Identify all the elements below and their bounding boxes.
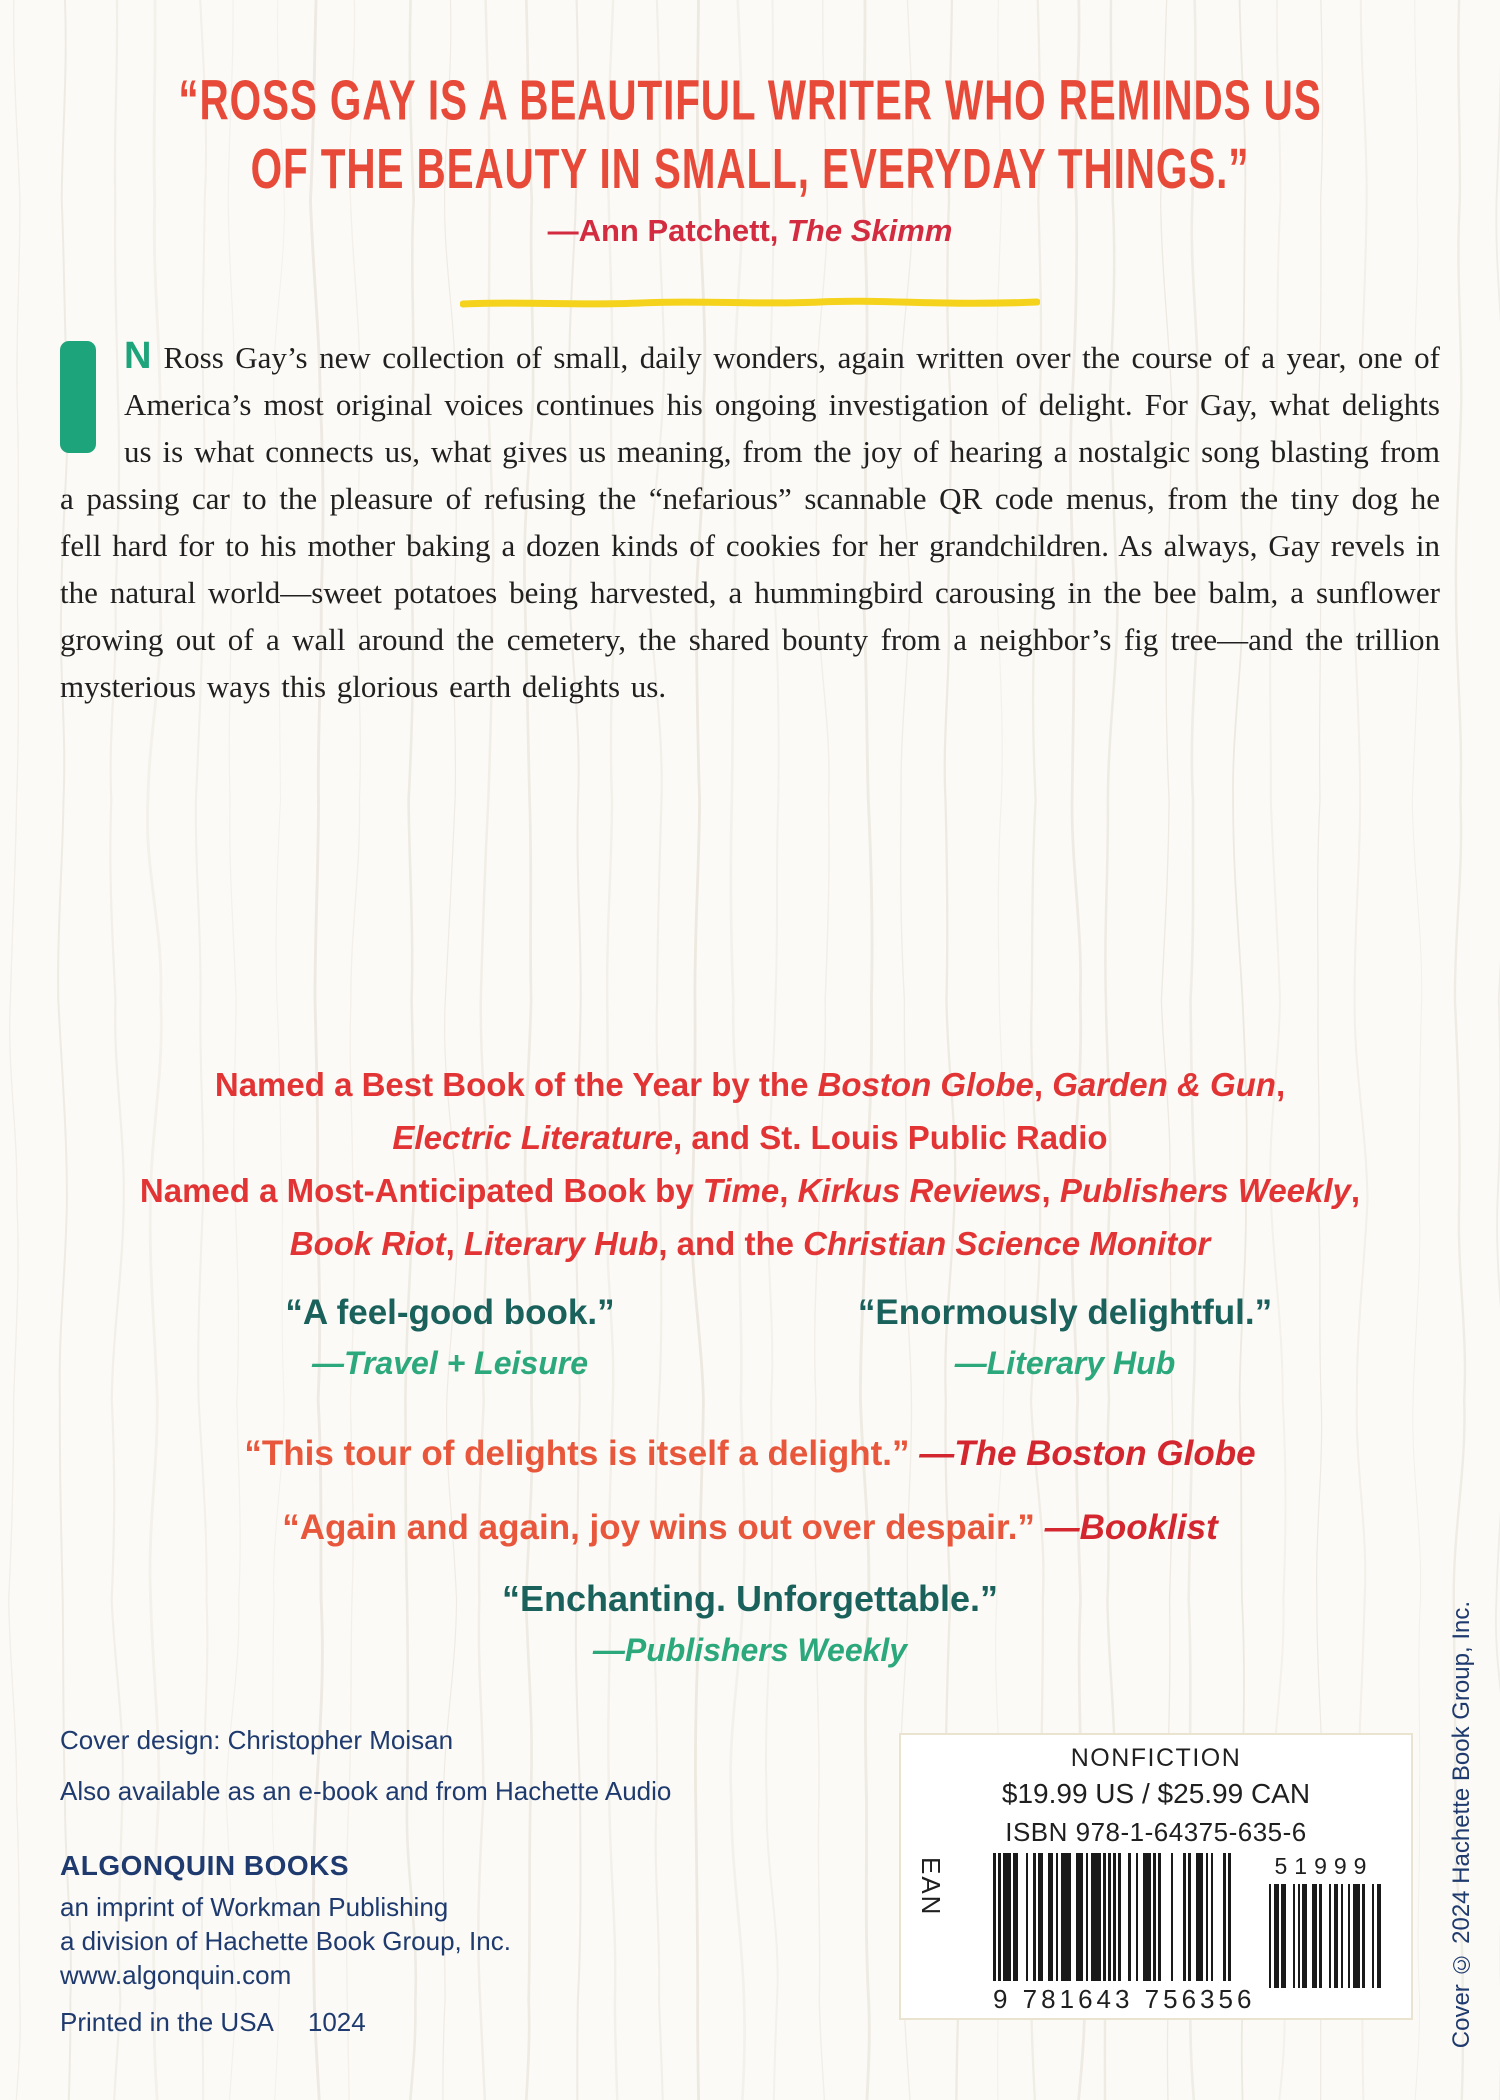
barcode-main-digits: 9 781643 756356 [993,1984,1256,2014]
quote-source: —Publishers Weekly [592,1632,908,1668]
printed-in-text: Printed in the USA [60,2007,274,2037]
review-quote-boston-globe [0,1434,1500,1474]
printed-in-line [60,2007,366,2038]
review-quote-literary-hub [765,1293,1365,1382]
barcode-addon-bars [1263,1884,1385,1988]
category-label: NONFICTION [1070,1744,1242,1772]
dropcap-letter-i [60,341,96,453]
awards-block [0,1058,1500,1270]
quote-text: “This tour of delights is itself a delight.” [244,1434,920,1473]
ean-label: EAN [916,1857,946,1917]
headline-line-2: OF THE BEAUTY IN SMALL, EVERYDAY THINGS.” [250,136,1250,201]
quote-text: “A feel-good book.” [285,1293,615,1332]
quote-source: —The Boston Globe [919,1434,1256,1473]
barcode-main-bars [993,1853,1237,1981]
awards-line: Named a Most-Anticipated Book by Time, Kirkus Reviews, Publishers Weekly, [139,1172,1361,1209]
quote-source: —Booklist [1044,1508,1218,1547]
barcode-addon [1263,1853,1385,1988]
quote-source: —Travel + Leisure [312,1345,588,1381]
headline-line-1: “ROSS GAY IS A BEAUTIFUL WRITER WHO REMINDS US [178,68,1322,132]
quote-text: “Again and again, joy wins out over despair.” [282,1508,1045,1547]
review-quote-booklist [0,1508,1500,1548]
publisher-name: ALGONQUIN BOOKS [60,1850,350,1881]
dropcap-letter-n: N [124,335,152,377]
headline-quote [90,66,1410,203]
publisher-website: www.algonquin.com [60,1960,292,1990]
barcode-main [993,1853,1256,2015]
review-quote-publishers-weekly [0,1578,1500,1669]
isbn-label: ISBN 978-1-64375-635-6 [1005,1817,1307,1847]
quote-source: —Literary Hub [954,1345,1176,1381]
cover-design-credit: Cover design: Christopher Moisan [60,1725,454,1755]
price-label: $19.99 US / $25.99 CAN [1001,1778,1311,1809]
print-code: 1024 [307,2007,366,2037]
headline-attribution: —Ann Patchett, The Skimm [547,213,953,248]
awards-line: Named a Best Book of the Year by the Boston Globe, Garden & Gun, [214,1066,1286,1103]
awards-line: Electric Literature, and St. Louis Public Radio [392,1119,1108,1156]
barcode-box [899,1733,1413,2020]
quote-text: “Enormously delightful.” [857,1293,1273,1332]
publisher-division-line: a division of Hachette Book Group, Inc. [60,1926,511,1956]
cover-copyright-credit: Cover © 2024 Hachette Book Group, Inc. [1448,1600,1475,2048]
ebook-availability-note: Also available as an e-book and from Hachette Audio [60,1776,672,1806]
barcode-addon-digits: 51999 [1274,1853,1374,1879]
synopsis-text: Ross Gay’s new collection of small, daily wonders, again written over the course of a year, one of America’s most original voices continues his ongoing investigation of delight. For Gay, what delights us is what connects us, what gives us meaning, from the joy of hearing a nostalgic song blasting from a passing car to the pleasure of refusing the “nefarious” scannable QR code menus, from the tiny dog he fell hard for to his mother baking a dozen kinds of cookies for her grandchildren. As always, Gay revels in the natural world—sweet potatoes being harvested, a hummingbird carousing in the bee balm, a sunflower growing out of a wall around the cemetery, the shared bounty from a neighbor’s fig tree—and the trillion mysterious ways this glorious earth delights us. [60,340,1440,704]
synopsis-paragraph [60,333,1440,710]
yellow-underline-squiggle [460,296,1040,310]
awards-line: Book Riot, Literary Hub, and the Christian Science Monitor [289,1225,1211,1262]
review-quote-travel-leisure [150,1293,750,1382]
quote-text: “Enchanting. Unforgettable.” [501,1578,998,1619]
publisher-imprint-line: an imprint of Workman Publishing [60,1892,449,1922]
